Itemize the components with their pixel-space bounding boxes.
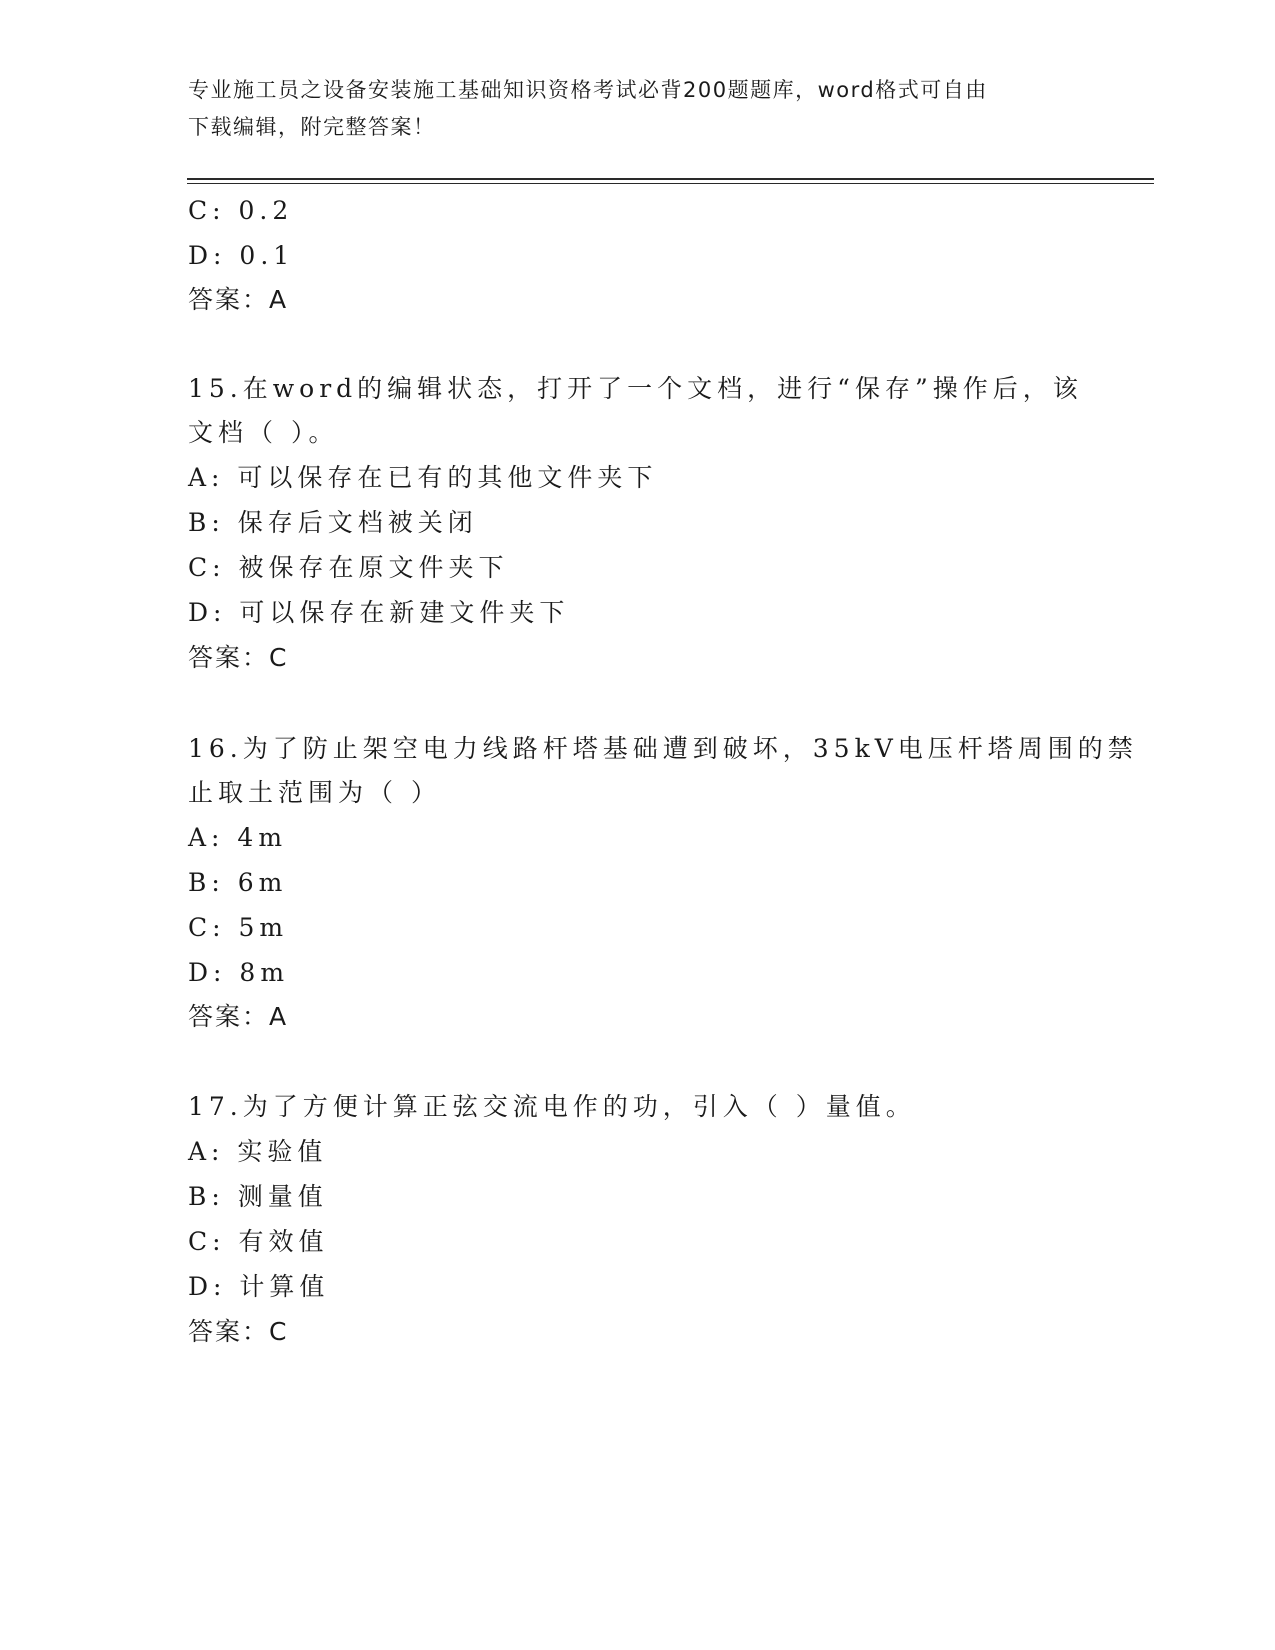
q16-option-a: A: 4m — [188, 823, 288, 852]
q16-option-d: D: 8m — [188, 958, 290, 987]
q15-answer: 答案：C — [188, 643, 289, 672]
header-title-line-1: 专业施工员之设备安装施工基础知识资格考试必背200题题库，word格式可自由 — [188, 78, 988, 102]
q17-option-d: D: 计算值 — [188, 1272, 330, 1301]
q17-stem-line-1: 17.为了方便计算正弦交流电作的功，引入（ ）量值。 — [188, 1092, 916, 1121]
q15-option-a: A: 可以保存在已有的其他文件夹下 — [188, 463, 658, 492]
q15-option-c: C: 被保存在原文件夹下 — [188, 553, 509, 582]
q17-option-c: C: 有效值 — [188, 1227, 329, 1256]
q16-stem-line-1: 16.为了防止架空电力线路杆塔基础遭到破坏，35kV电压杆塔周围的禁 — [188, 734, 1138, 763]
prev-option-d: D: 0.1 — [188, 241, 295, 270]
q15-option-d: D: 可以保存在新建文件夹下 — [188, 598, 570, 627]
q16-option-b: B: 6m — [188, 868, 288, 897]
q15-stem-line-1: 15.在word的编辑状态，打开了一个文档，进行“保存”操作后，该 — [188, 374, 1083, 403]
q17-option-a: A: 实验值 — [188, 1137, 328, 1166]
header-divider-thick — [187, 178, 1154, 180]
prev-option-c: C: 0.2 — [188, 196, 294, 225]
q16-answer: 答案：A — [188, 1002, 289, 1031]
header-divider-thin — [187, 183, 1154, 184]
q15-option-b: B: 保存后文档被关闭 — [188, 508, 478, 537]
prev-answer: 答案：A — [188, 285, 289, 314]
document-header — [188, 72, 1088, 146]
q15-stem-line-2: 文档（ ）。 — [188, 418, 339, 447]
q17-option-b: B: 测量值 — [188, 1182, 328, 1211]
q16-option-c: C: 5m — [188, 913, 289, 942]
q17-answer: 答案：C — [188, 1317, 289, 1346]
header-title-line-2: 下载编辑，附完整答案！ — [188, 115, 436, 139]
q16-stem-line-2: 止取土范围为（ ） — [188, 778, 441, 807]
